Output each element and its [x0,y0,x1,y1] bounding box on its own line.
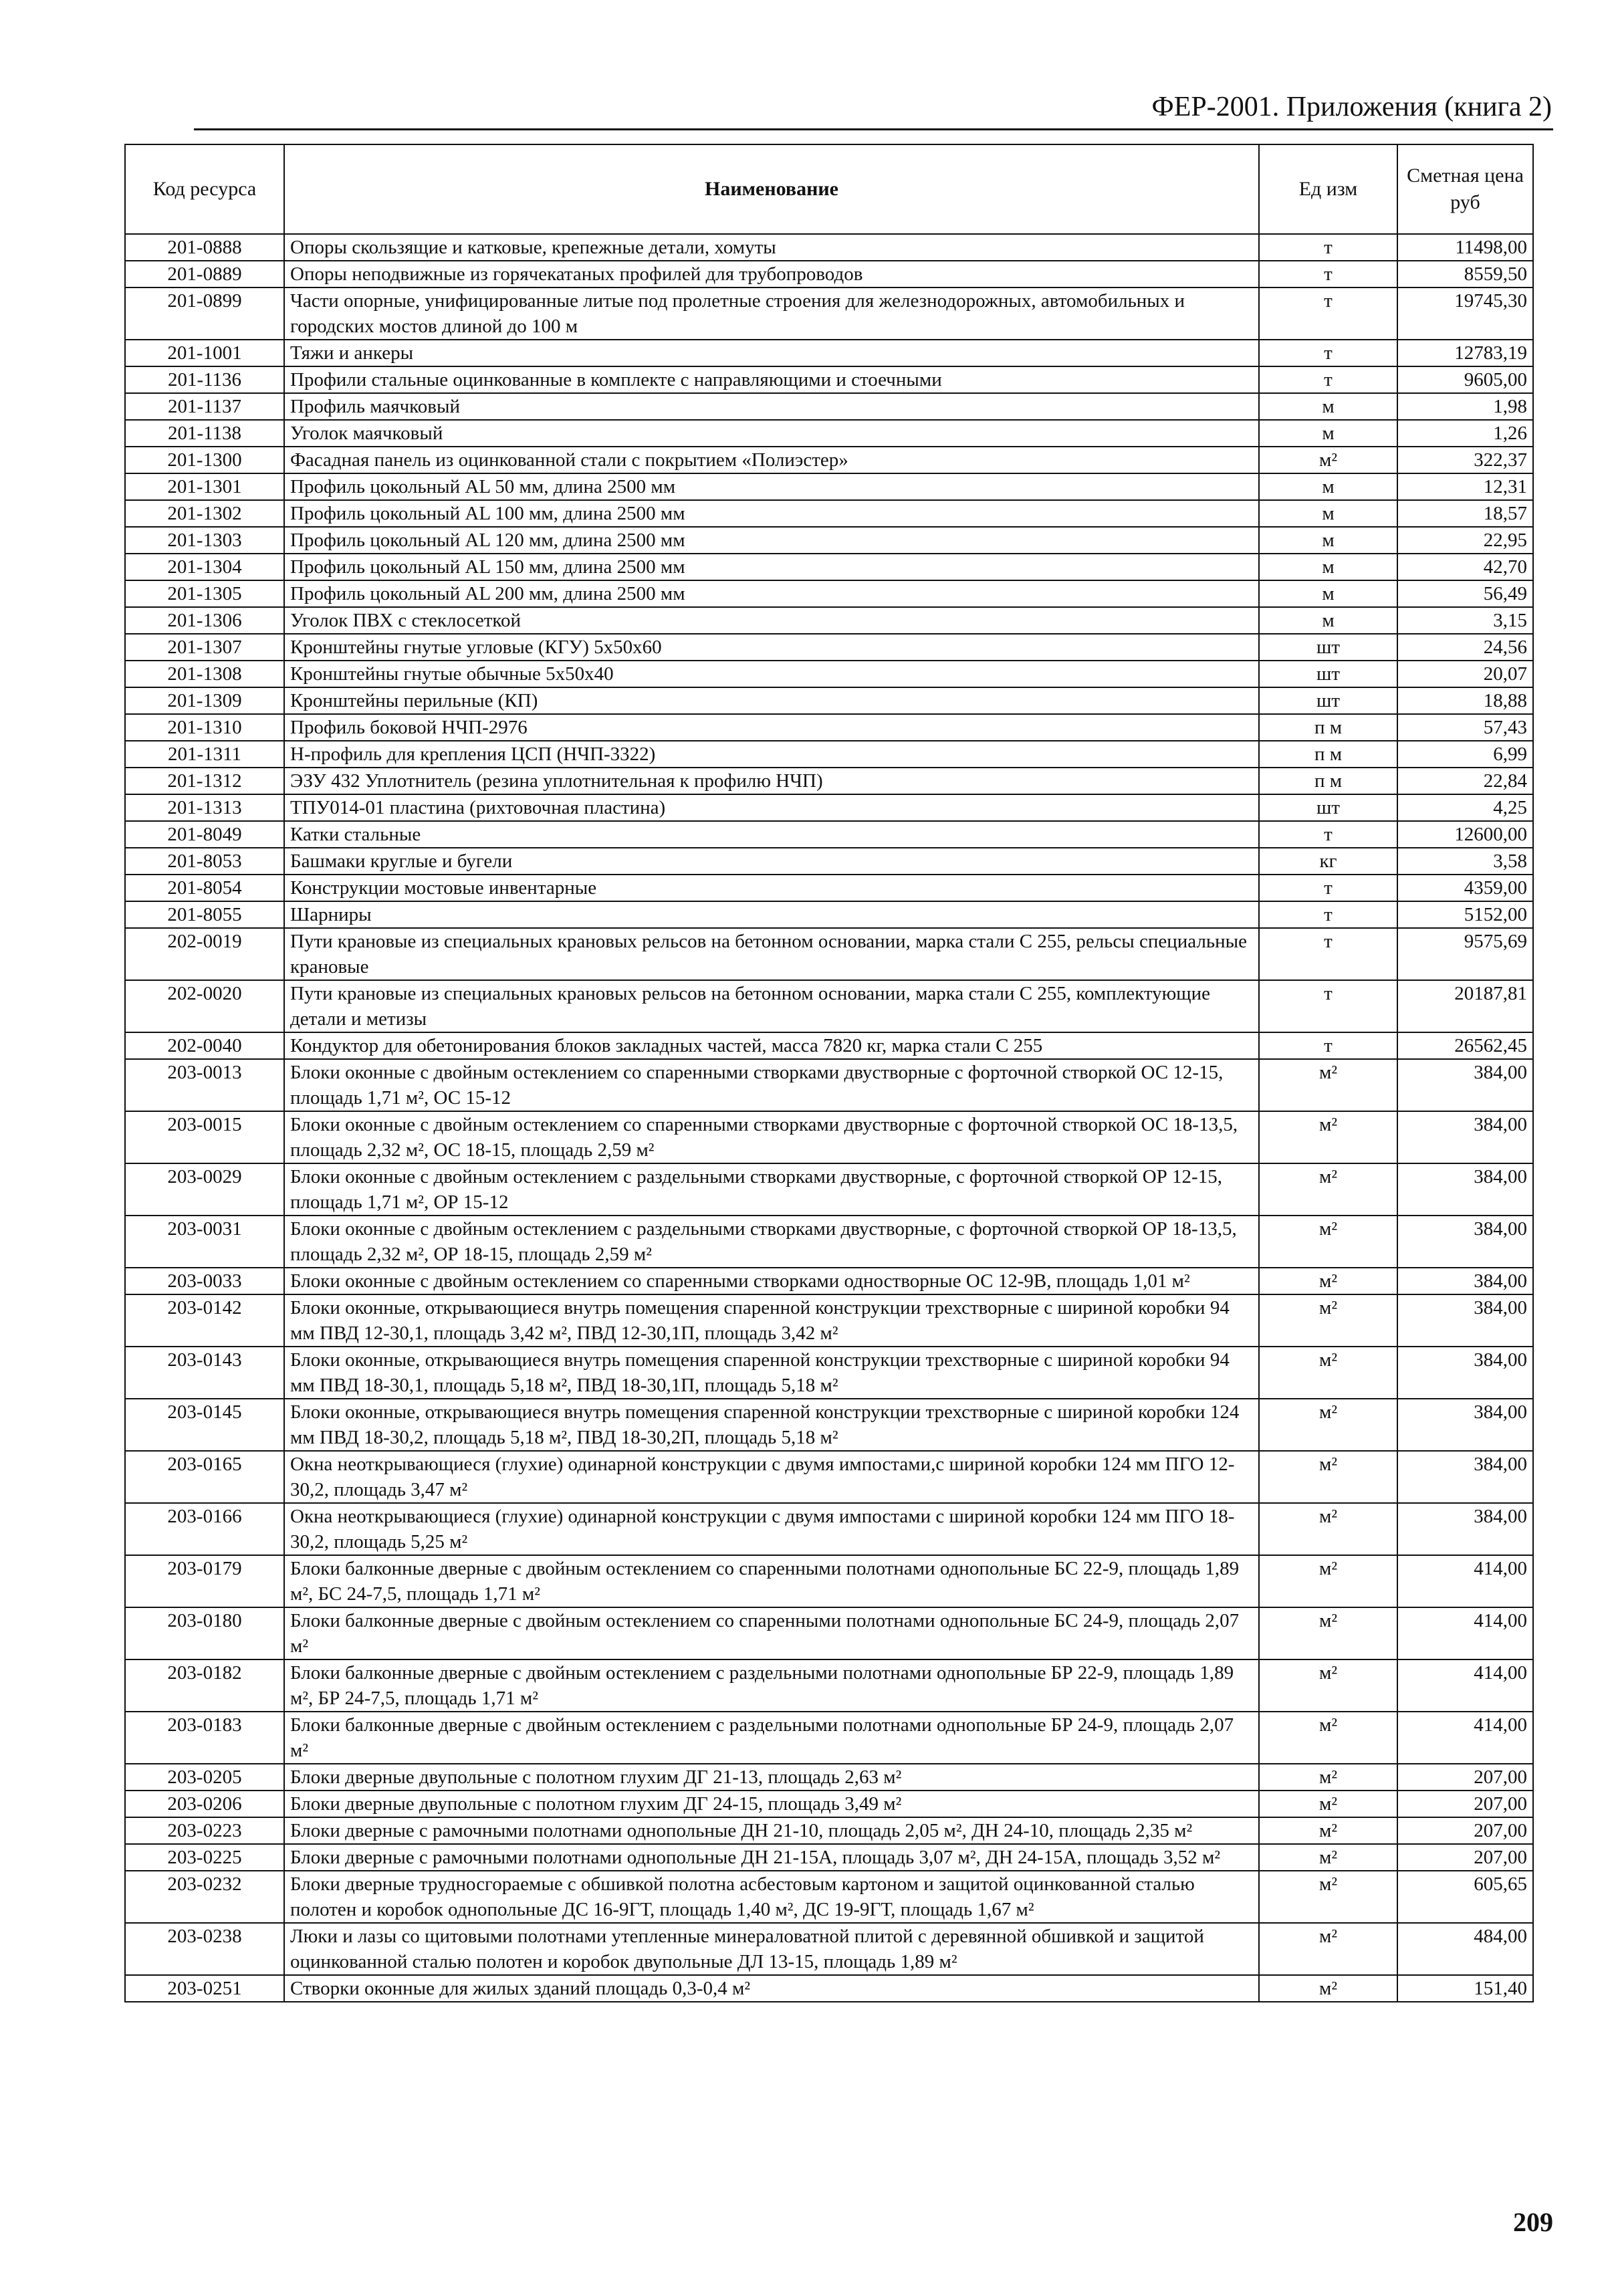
resource-code-cell: 203-0182 [125,1659,284,1712]
unit-cell: м² [1259,1871,1397,1923]
resource-name-cell: Башмаки круглые и бугели [284,848,1259,875]
price-cell: 12783,19 [1397,340,1533,366]
resource-name-cell: Блоки оконные с двойным остеклением со спаренными створками одностворные ОС 12-9В, площадь 1,01 м² [284,1268,1259,1294]
table-row [125,687,1533,714]
price-cell: 384,00 [1397,1163,1533,1216]
resource-code-cell: 201-1137 [125,393,284,420]
unit-cell: м [1259,554,1397,580]
resource-code-cell: 201-1138 [125,420,284,447]
unit-cell: м² [1259,1844,1397,1871]
table-row [125,634,1533,661]
resource-name-cell: Уголок ПВХ с стеклосеткой [284,607,1259,634]
column-header-code: Код ресурса [125,144,284,234]
price-cell: 6,99 [1397,741,1533,768]
unit-cell: т [1259,340,1397,366]
resource-code-cell: 203-0206 [125,1791,284,1817]
resource-name-cell: Окна неоткрывающиеся (глухие) одинарной конструкции с двумя импостами,с шириной коробки 124 мм ПГО 12-30,2, площадь 3,47 м² [284,1451,1259,1503]
price-cell: 151,40 [1397,1975,1533,2002]
unit-cell: м² [1259,1817,1397,1844]
resource-code-cell: 203-0145 [125,1399,284,1451]
resource-name-cell: Кронштейны гнутые угловые (КГУ) 5х50х60 [284,634,1259,661]
unit-cell: м² [1259,1451,1397,1503]
resource-code-cell: 201-1302 [125,500,284,527]
unit-cell: м² [1259,1764,1397,1791]
table-row [125,1764,1533,1791]
price-cell: 1,98 [1397,393,1533,420]
resource-name-cell: Опоры скользящие и катковые, крепежные детали, хомуты [284,234,1259,261]
resource-name-cell: Блоки дверные трудносгораемые с обшивкой полотна асбестовым картоном и защитой оцинкованной сталью полотен и коробок однопольные ДС 16-9ГТ, площадь 1,40 м², ДС 19-9ГТ, площадь 1,67 м² [284,1871,1259,1923]
price-cell: 24,56 [1397,634,1533,661]
resource-name-cell: Кронштейны гнутые обычные 5х50х40 [284,661,1259,687]
price-cell: 207,00 [1397,1764,1533,1791]
resource-name-cell: Фасадная панель из оцинкованной стали с покрытием «Полиэстер» [284,447,1259,473]
resource-name-cell: Опоры неподвижные из горячекатаных профилей для трубопроводов [284,261,1259,288]
table-row [125,420,1533,447]
unit-cell: м² [1259,1659,1397,1712]
table-row [125,901,1533,928]
resource-code-cell: 203-0033 [125,1268,284,1294]
resource-name-cell: Тяжи и анкеры [284,340,1259,366]
price-cell: 26562,45 [1397,1032,1533,1059]
price-cell: 484,00 [1397,1923,1533,1975]
price-cell: 20187,81 [1397,980,1533,1032]
table-row [125,980,1533,1032]
table-row [125,1032,1533,1059]
resource-code-cell: 203-0143 [125,1347,284,1399]
resource-name-cell: Створки оконные для жилых зданий площадь 0,3-0,4 м² [284,1975,1259,2002]
unit-cell: шт [1259,794,1397,821]
unit-cell: м [1259,607,1397,634]
resource-code-cell: 201-1001 [125,340,284,366]
resource-name-cell: Блоки дверные с рамочными полотнами однопольные ДН 21-15А, площадь 3,07 м², ДН 24-15А, площадь 3,52 м² [284,1844,1259,1871]
resource-name-cell: Пути крановые из специальных крановых рельсов на бетонном основании, марка стали С 255, рельсы специальные крановые [284,928,1259,980]
resource-name-cell: ТПУ014-01 пластина (рихтовочная пластина) [284,794,1259,821]
price-cell: 384,00 [1397,1268,1533,1294]
resource-name-cell: Блоки оконные с двойным остеклением со спаренными створками двустворные с форточной створкой ОС 12-15, площадь 1,71 м², ОС 15-12 [284,1059,1259,1111]
unit-cell: м² [1259,1399,1397,1451]
price-cell: 4359,00 [1397,875,1533,901]
table-row [125,1216,1533,1268]
table-row [125,1294,1533,1347]
unit-cell: м² [1259,1607,1397,1659]
resource-name-cell: Профиль цокольный AL 150 мм, длина 2500 мм [284,554,1259,580]
table-row [125,1659,1533,1712]
resource-code-cell: 201-1136 [125,366,284,393]
document-header-title: ФЕР-2001. Приложения (книга 2) [1151,92,1552,122]
price-cell: 18,57 [1397,500,1533,527]
resource-code-cell: 201-8055 [125,901,284,928]
price-cell: 9605,00 [1397,366,1533,393]
resource-name-cell: Блоки оконные, открывающиеся внутрь помещения спаренной конструкции трехстворные с шириной коробки 124 мм ПВД 18-30,2, площадь 5,18 м², ПВД 18-30,2П, площадь 5,18 м² [284,1399,1259,1451]
price-cell: 11498,00 [1397,234,1533,261]
table-row [125,1111,1533,1163]
resource-code-cell: 203-0180 [125,1607,284,1659]
resource-code-cell: 203-0183 [125,1712,284,1764]
resource-code-cell: 201-8054 [125,875,284,901]
table-row [125,1923,1533,1975]
unit-cell: т [1259,901,1397,928]
resource-code-cell: 201-8049 [125,821,284,848]
resource-name-cell: Пути крановые из специальных крановых рельсов на бетонном основании, марка стали С 255, комплектующие детали и метизы [284,980,1259,1032]
table-row [125,288,1533,340]
unit-cell: т [1259,928,1397,980]
table-row [125,447,1533,473]
resource-code-cell: 203-0238 [125,1923,284,1975]
resource-name-cell: Блоки дверные с рамочными полотнами однопольные ДН 21-10, площадь 2,05 м², ДН 24-10, площадь 2,35 м² [284,1817,1259,1844]
price-cell: 12,31 [1397,473,1533,500]
table-row [125,1975,1533,2002]
unit-cell: м [1259,580,1397,607]
resource-name-cell: Блоки оконные с двойным остеклением с раздельными створками двустворные, с форточной створкой ОР 18-13,5, площадь 2,32 м², ОР 18-15, площадь 2,59 м² [284,1216,1259,1268]
resource-name-cell: Блоки балконные дверные с двойным остеклением с раздельными полотнами однопольные БР 24-9, площадь 2,07 м² [284,1712,1259,1764]
unit-cell: м² [1259,1163,1397,1216]
resource-code-cell: 201-1310 [125,714,284,741]
price-cell: 384,00 [1397,1347,1533,1399]
resource-code-cell: 201-0899 [125,288,284,340]
table-row [125,261,1533,288]
price-cell: 9575,69 [1397,928,1533,980]
table-row [125,580,1533,607]
column-header-unit: Ед изм [1259,144,1397,234]
price-cell: 605,65 [1397,1871,1533,1923]
resource-code-cell: 201-1307 [125,634,284,661]
resource-code-cell: 203-0142 [125,1294,284,1347]
unit-cell: кг [1259,848,1397,875]
resource-code-cell: 203-0166 [125,1503,284,1555]
resource-code-cell: 203-0223 [125,1817,284,1844]
table-row [125,714,1533,741]
table-row [125,1791,1533,1817]
unit-cell: м² [1259,1503,1397,1555]
price-cell: 3,58 [1397,848,1533,875]
resource-code-cell: 201-1309 [125,687,284,714]
resource-code-cell: 203-0029 [125,1163,284,1216]
resource-code-cell: 203-0013 [125,1059,284,1111]
resource-name-cell: Профиль цокольный AL 120 мм, длина 2500 мм [284,527,1259,554]
resource-code-cell: 201-8053 [125,848,284,875]
resource-code-cell: 203-0031 [125,1216,284,1268]
unit-cell: шт [1259,687,1397,714]
unit-cell: м² [1259,1975,1397,2002]
price-cell: 322,37 [1397,447,1533,473]
unit-cell: т [1259,288,1397,340]
unit-cell: шт [1259,634,1397,661]
price-cell: 384,00 [1397,1451,1533,1503]
unit-cell: м² [1259,1059,1397,1111]
resource-name-cell: Блоки балконные дверные с двойным остеклением с раздельными полотнами однопольные БР 22-9, площадь 1,89 м², БР 24-7,5, площадь 1,71 м² [284,1659,1259,1712]
resource-code-cell: 203-0179 [125,1555,284,1607]
resource-name-cell: Кронштейны перильные (КП) [284,687,1259,714]
unit-cell: п м [1259,768,1397,794]
resource-name-cell: Профиль маячковый [284,393,1259,420]
resource-code-cell: 203-0165 [125,1451,284,1503]
price-cell: 414,00 [1397,1712,1533,1764]
unit-cell: т [1259,234,1397,261]
resource-name-cell: Блоки дверные двупольные с полотном глухим ДГ 21-13, площадь 2,63 м² [284,1764,1259,1791]
unit-cell: м [1259,393,1397,420]
unit-cell: м [1259,473,1397,500]
table-row [125,1059,1533,1111]
resource-name-cell: Части опорные, унифицированные литые под пролетные строения для железнодорожных, автомобильных и городских мостов длиной до 100 м [284,288,1259,340]
price-cell: 207,00 [1397,1844,1533,1871]
price-cell: 57,43 [1397,714,1533,741]
resource-name-cell: Профили стальные оцинкованные в комплекте с направляющими и стоечными [284,366,1259,393]
table-row [125,366,1533,393]
resource-code-cell: 201-0888 [125,234,284,261]
table-row [125,607,1533,634]
resource-code-cell: 201-1308 [125,661,284,687]
resource-name-cell: Кондуктор для обетонирования блоков закладных частей, масса 7820 кг, марка стали С 255 [284,1032,1259,1059]
unit-cell: т [1259,261,1397,288]
resource-code-cell: 201-1306 [125,607,284,634]
resource-code-cell: 203-0225 [125,1844,284,1871]
unit-cell: м [1259,420,1397,447]
resource-name-cell: Блоки балконные дверные с двойным остеклением со спаренными полотнами однопольные БС 22-9, площадь 1,89 м², БС 24-7,5, площадь 1,71 м² [284,1555,1259,1607]
resource-code-cell: 201-0889 [125,261,284,288]
resource-code-cell: 201-1300 [125,447,284,473]
table-row [125,661,1533,687]
resource-code-cell: 201-1304 [125,554,284,580]
unit-cell: м [1259,500,1397,527]
unit-cell: т [1259,875,1397,901]
resource-name-cell: Н-профиль для крепления ЦСП (НЧП-3322) [284,741,1259,768]
resource-code-cell: 201-1303 [125,527,284,554]
table-row [125,1451,1533,1503]
unit-cell: м² [1259,1347,1397,1399]
resource-name-cell: Блоки оконные, открывающиеся внутрь помещения спаренной конструкции трехстворные с шириной коробки 94 мм ПВД 12-30,1, площадь 3,42 м², ПВД 12-30,1П, площадь 3,42 м² [284,1294,1259,1347]
unit-cell: м² [1259,1268,1397,1294]
price-cell: 12600,00 [1397,821,1533,848]
unit-cell: м [1259,527,1397,554]
table-row [125,234,1533,261]
resource-name-cell: Блоки оконные, открывающиеся внутрь помещения спаренной конструкции трехстворные с шириной коробки 94 мм ПВД 18-30,1, площадь 5,18 м², ПВД 18-30,1П, площадь 5,18 м² [284,1347,1259,1399]
price-cell: 384,00 [1397,1503,1533,1555]
table-row [125,1555,1533,1607]
resource-name-cell: Окна неоткрывающиеся (глухие) одинарной конструкции с двумя импостами с шириной коробки 124 мм ПГО 18-30,2, площадь 5,25 м² [284,1503,1259,1555]
resource-name-cell: Блоки балконные дверные с двойным остеклением со спаренными полотнами однопольные БС 24-9, площадь 2,07 м² [284,1607,1259,1659]
price-cell: 384,00 [1397,1111,1533,1163]
price-cell: 384,00 [1397,1059,1533,1111]
unit-cell: т [1259,1032,1397,1059]
resource-code-cell: 201-1311 [125,741,284,768]
price-cell: 384,00 [1397,1216,1533,1268]
price-cell: 414,00 [1397,1607,1533,1659]
page-number: 209 [1513,2207,1553,2237]
table-row [125,554,1533,580]
price-cell: 3,15 [1397,607,1533,634]
resource-name-cell: Шарниры [284,901,1259,928]
resource-code-cell: 202-0020 [125,980,284,1032]
column-header-name: Наименование [284,144,1259,234]
resource-code-cell: 203-0232 [125,1871,284,1923]
table-row [125,340,1533,366]
price-cell: 414,00 [1397,1555,1533,1607]
resource-code-cell: 201-1301 [125,473,284,500]
resource-name-cell: Профиль боковой НЧП-2976 [284,714,1259,741]
resource-name-cell: Уголок маячковый [284,420,1259,447]
unit-cell: м² [1259,1555,1397,1607]
column-header-price: Сметная цена руб [1397,144,1533,234]
price-cell: 22,95 [1397,527,1533,554]
table-row [125,768,1533,794]
unit-cell: т [1259,821,1397,848]
price-cell: 4,25 [1397,794,1533,821]
table-row [125,1347,1533,1399]
resource-name-cell: Блоки оконные с двойным остеклением со спаренными створками двустворные с форточной створкой ОС 18-13,5, площадь 2,32 м², ОС 18-15, площадь 2,59 м² [284,1111,1259,1163]
unit-cell: м² [1259,1216,1397,1268]
price-cell: 19745,30 [1397,288,1533,340]
unit-cell: т [1259,366,1397,393]
table-row [125,1844,1533,1871]
table-row [125,1399,1533,1451]
table-row [125,1871,1533,1923]
unit-cell: п м [1259,714,1397,741]
table-row [125,1817,1533,1844]
price-cell: 207,00 [1397,1791,1533,1817]
unit-cell: м² [1259,1791,1397,1817]
resource-name-cell: Профиль цокольный AL 50 мм, длина 2500 мм [284,473,1259,500]
table-row [125,1712,1533,1764]
unit-cell: п м [1259,741,1397,768]
price-cell: 207,00 [1397,1817,1533,1844]
resource-code-cell: 203-0205 [125,1764,284,1791]
price-cell: 42,70 [1397,554,1533,580]
table-row [125,527,1533,554]
price-cell: 20,07 [1397,661,1533,687]
table-row [125,848,1533,875]
unit-cell: т [1259,980,1397,1032]
resource-code-cell: 203-0251 [125,1975,284,2002]
table-row [125,875,1533,901]
resource-name-cell: ЭЗУ 432 Уплотнитель (резина уплотнительная к профилю НЧП) [284,768,1259,794]
unit-cell: м² [1259,1712,1397,1764]
resource-name-cell: Катки стальные [284,821,1259,848]
table-row [125,794,1533,821]
table-row [125,1503,1533,1555]
unit-cell: м² [1259,1111,1397,1163]
resource-name-cell: Профиль цокольный AL 200 мм, длина 2500 мм [284,580,1259,607]
price-cell: 384,00 [1397,1399,1533,1451]
table-row [125,928,1533,980]
price-cell: 384,00 [1397,1294,1533,1347]
price-cell: 56,49 [1397,580,1533,607]
resource-code-cell: 201-1312 [125,768,284,794]
resource-name-cell: Блоки оконные с двойным остеклением с раздельными створками двустворные, с форточной створкой ОР 12-15, площадь 1,71 м², ОР 15-12 [284,1163,1259,1216]
resource-name-cell: Конструкции мостовые инвентарные [284,875,1259,901]
price-cell: 414,00 [1397,1659,1533,1712]
resource-code-cell: 202-0040 [125,1032,284,1059]
resource-name-cell: Профиль цокольный AL 100 мм, длина 2500 мм [284,500,1259,527]
resource-code-cell: 201-1305 [125,580,284,607]
table-row [125,821,1533,848]
resource-name-cell: Люки и лазы со щитовыми полотнами утепленные минераловатной плитой с деревянной обшивкой и защитой оцинкованной сталью полотен и коробок двупольные ДЛ 13-15, площадь 1,89 м² [284,1923,1259,1975]
table-row [125,1607,1533,1659]
unit-cell: шт [1259,661,1397,687]
table-row [125,741,1533,768]
price-cell: 1,26 [1397,420,1533,447]
price-cell: 8559,50 [1397,261,1533,288]
header-divider [194,128,1553,130]
table-row [125,1268,1533,1294]
resource-code-cell: 203-0015 [125,1111,284,1163]
price-table [124,144,1534,2002]
price-cell: 22,84 [1397,768,1533,794]
table-row [125,473,1533,500]
unit-cell: м² [1259,1923,1397,1975]
price-cell: 5152,00 [1397,901,1533,928]
unit-cell: м² [1259,447,1397,473]
resource-code-cell: 202-0019 [125,928,284,980]
table-row [125,393,1533,420]
unit-cell: м² [1259,1294,1397,1347]
table-row [125,500,1533,527]
table-row [125,1163,1533,1216]
resource-name-cell: Блоки дверные двупольные с полотном глухим ДГ 24-15, площадь 3,49 м² [284,1791,1259,1817]
table-header-row [125,144,1533,234]
price-cell: 18,88 [1397,687,1533,714]
resource-code-cell: 201-1313 [125,794,284,821]
